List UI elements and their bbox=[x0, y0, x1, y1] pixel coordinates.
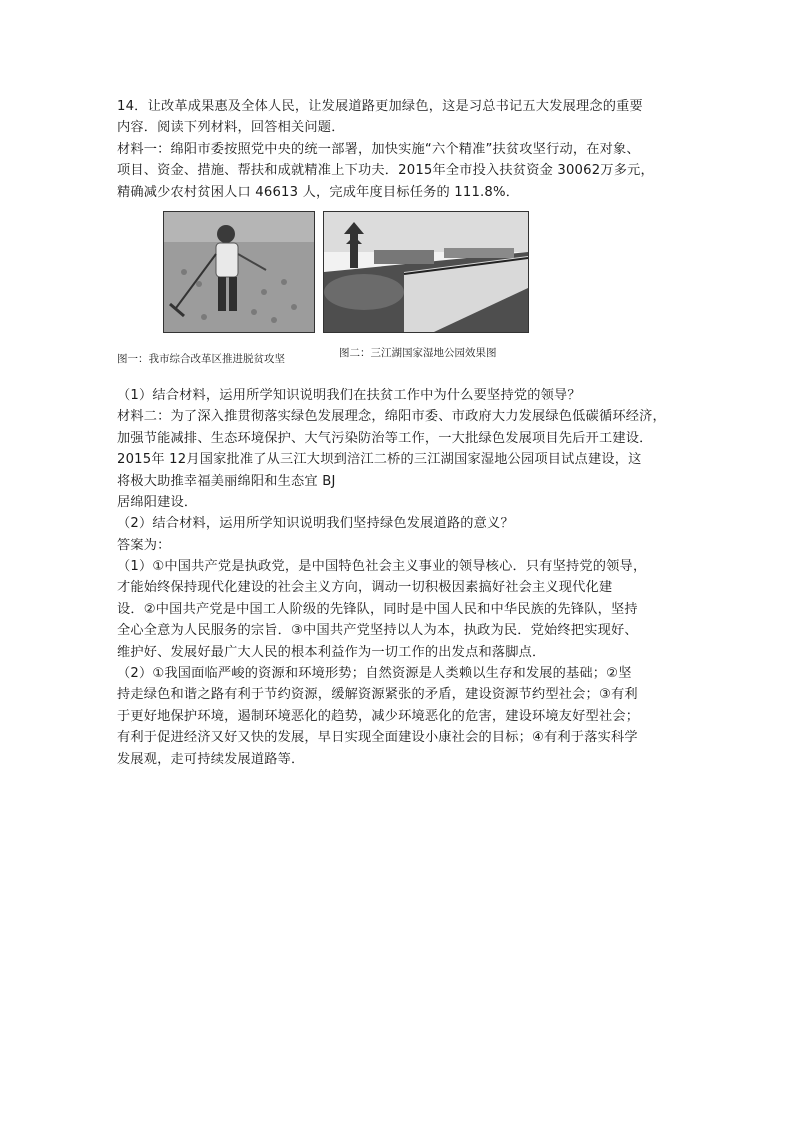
material-two-line: 加强节能减排、生态环境保护、大气污染防治等工作，一大批绿色发展项目先后开工建设． bbox=[117, 430, 653, 446]
answer-1-line: 全心全意为人民服务的宗旨．③中国共产党坚持以人为本，执政为民．党始终把实现好、 bbox=[117, 623, 638, 639]
material-one-line: 精确减少农村贫困人口 46613 人，完成年度目标任务的 111.8%． bbox=[117, 184, 520, 200]
answer-1-line: 设．②中国共产党是中国工人阶级的先锋队，同时是中国人民和中华民族的先锋队，坚持 bbox=[117, 601, 638, 617]
answer-2-line: （2）①我国面临严峻的资源和环境形势；自然资源是人类赖以生存和发展的基础；②坚 bbox=[117, 666, 632, 682]
material-one-line: 项目、资金、措施、帮扶和成就精准上下功夫．2015年全市投入扶贫资金 30062万多元， bbox=[117, 163, 654, 179]
sub-question-2: （2）结合材料，运用所学知识说明我们坚持绿色发展道路的意义？ bbox=[117, 516, 514, 532]
figure-two bbox=[317, 209, 531, 379]
answer-1-line: （1）①中国共产党是执政党，是中国特色社会主义事业的领导核心．只有坚持党的领导， bbox=[117, 559, 647, 575]
material-two-line: 2015年 12月国家批准了从三江大坝到涪江二桥的三江湖国家湿地公园项目试点建设，这 bbox=[117, 452, 642, 468]
answer-1-line: 才能始终保持现代化建设的社会主义方向，调动一切积极因素搞好社会主义现代化建 bbox=[117, 580, 613, 596]
answer-1-line: 维护好、发展好最广大人民的根本利益作为一切工作的出发点和落脚点． bbox=[117, 644, 546, 660]
question-block bbox=[117, 96, 682, 203]
question-line: 内容．阅读下列材料，回答相关问题． bbox=[117, 120, 345, 136]
figure-one bbox=[117, 209, 315, 379]
answer-2-line: 于更好地保护环境，遏制环境恶化的趋势，减少环境恶化的危害，建设环境友好型社会； bbox=[117, 708, 640, 724]
material-two-line: 材料二：为了深入推贯彻落实绿色发展理念，绵阳市委、市政府大力发展绿色低碳循环经济， bbox=[117, 409, 666, 425]
sub-question-1: （1）结合材料，运用所学知识说明我们在扶贫工作中为什么要坚持党的领导？ bbox=[117, 387, 581, 403]
figure-two-caption: 图二：三江湖国家湿地公园效果图 bbox=[339, 346, 497, 359]
material-two-line: 居绵阳建设． bbox=[117, 494, 198, 510]
answer-2-line: 发展观，走可持续发展道路等． bbox=[117, 751, 305, 767]
material-two-line: 将极大助推幸福美丽绵阳和生态宜 BJ bbox=[117, 473, 336, 489]
figure-row bbox=[117, 209, 682, 383]
body-block bbox=[117, 385, 682, 770]
figure-one-caption: 图一：我市综合改革区推进脱贫攻坚 bbox=[117, 352, 285, 365]
question-line: 14．让改革成果惠及全体人民，让发展道路更加绿色，这是习总书记五大发展理念的重要 bbox=[117, 99, 643, 114]
material-one-line: 材料一：绵阳市委按照党中央的统一部署，加快实施“六个精准”扶贫攻坚行动，在对象、 bbox=[117, 141, 640, 157]
farmer-photo bbox=[163, 211, 315, 333]
answer-2-line: 有利于促进经济又好又快的发展，早日实现全面建设小康社会的目标；④有利于落实科学 bbox=[117, 730, 638, 746]
answer-heading: 答案为： bbox=[117, 537, 171, 553]
wetland-park-photo bbox=[323, 211, 529, 333]
answer-2-line: 持走绿色和谐之路有利于节约资源，缓解资源紧张的矛盾，建设资源节约型社会；③有利 bbox=[117, 687, 638, 703]
document-page bbox=[117, 96, 682, 770]
